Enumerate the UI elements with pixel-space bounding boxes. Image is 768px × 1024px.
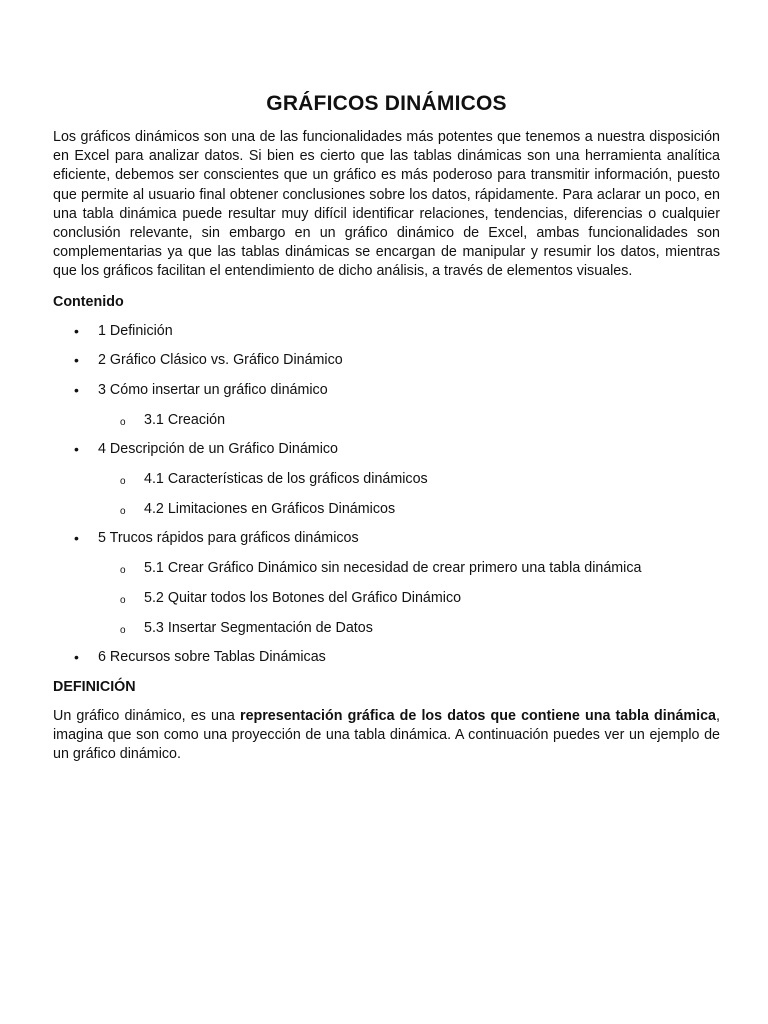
definition-paragraph (53, 707, 720, 765)
bullet-icon: • (74, 649, 79, 666)
toc-item-2[interactable] (53, 351, 720, 370)
toc-item-label: 3.1 Creación (144, 411, 226, 428)
definition-text-bold: representación gráfica de los datos que contiene una tabla dinámica (240, 707, 717, 724)
toc-item-label: 4.2 Limitaciones en Gráficos Dinámicos (144, 500, 396, 517)
circle-bullet-icon: o (120, 476, 126, 488)
toc-item-6[interactable] (53, 648, 720, 667)
circle-bullet-icon: o (120, 624, 126, 636)
bullet-icon: • (74, 382, 79, 398)
toc-item-1[interactable] (53, 322, 720, 341)
toc-item-label: 2 Gráfico Clásico vs. Gráfico Dinámico (98, 352, 343, 369)
circle-bullet-icon: o (120, 505, 126, 517)
toc-item-4-1[interactable] (53, 470, 720, 489)
circle-bullet-icon: o (120, 565, 126, 577)
table-of-contents (53, 322, 720, 668)
toc-item-4-2[interactable] (53, 500, 720, 519)
toc-item-label: 1 Definición (98, 322, 173, 339)
toc-item-label: 4 Descripción de un Gráfico Dinámico (98, 441, 338, 458)
toc-item-label: 5.1 Crear Gráfico Dinámico sin necesidad de crear primero una tabla dinámica (144, 560, 642, 577)
definition-heading: DEFINICIÓN (53, 678, 136, 695)
toc-item-4[interactable] (53, 440, 720, 459)
toc-item-label: 5.2 Quitar todos los Botones del Gráfico Dinámico (144, 589, 462, 606)
definition-text-pre: Un gráfico dinámico, es una (53, 707, 240, 724)
page-title: GRÁFICOS DINÁMICOS (266, 92, 507, 115)
toc-item-label: 4.1 Características de los gráficos dinámicos (144, 471, 428, 488)
bullet-icon: • (74, 352, 79, 369)
contents-heading: Contenido (53, 293, 124, 310)
definition-text-post: , imagina que son como una proyección de una tabla dinámica. A continuación puedes ver un ejemplo de un gráfico dinámico. (53, 707, 720, 763)
toc-item-5-1[interactable] (53, 559, 720, 578)
toc-item-label: 6 Recursos sobre Tablas Dinámicas (98, 649, 326, 666)
intro-paragraph: Los gráficos dinámicos son una de las funcionalidades más potentes que tenemos a nuestra disposición en Excel para analizar datos. Si bien es cierto que las tablas dinámicas son una herramienta analítica eficiente, debemos ser conscientes que un gráfico es más poderoso para transmitir información, puesto que permite al usuario final obtener conclusiones sobre los datos, rápidamente. Para aclarar un poco, en una tabla dinámica puede resultar muy difícil identificar relaciones, tendencias, diferencias o cualquier conclusión relevante, sin embargo en un gráfico dinámico de Excel, ambas funcionalidades son complementarias ya que las tablas dinámicas se encargan de manipular y resumir los datos, mientras que los gráficos facilitan el entendimiento de dicho análisis, a través de elementos visuales. (53, 129, 720, 280)
toc-item-3-1[interactable] (53, 411, 720, 430)
bullet-icon: • (74, 530, 79, 547)
bullet-icon: • (74, 322, 79, 339)
toc-item-5-3[interactable] (53, 619, 720, 638)
toc-item-5-2[interactable] (53, 589, 720, 608)
toc-item-label: 5 Trucos rápidos para gráficos dinámicos (98, 530, 359, 547)
toc-item-label: 3 Cómo insertar un gráfico dinámico (98, 382, 328, 398)
toc-item-5[interactable] (53, 529, 720, 548)
toc-item-label: 5.3 Insertar Segmentación de Datos (144, 619, 373, 636)
bullet-icon: • (74, 441, 79, 458)
circle-bullet-icon: o (120, 594, 126, 606)
toc-item-3[interactable] (53, 381, 720, 400)
circle-bullet-icon: o (120, 416, 126, 428)
